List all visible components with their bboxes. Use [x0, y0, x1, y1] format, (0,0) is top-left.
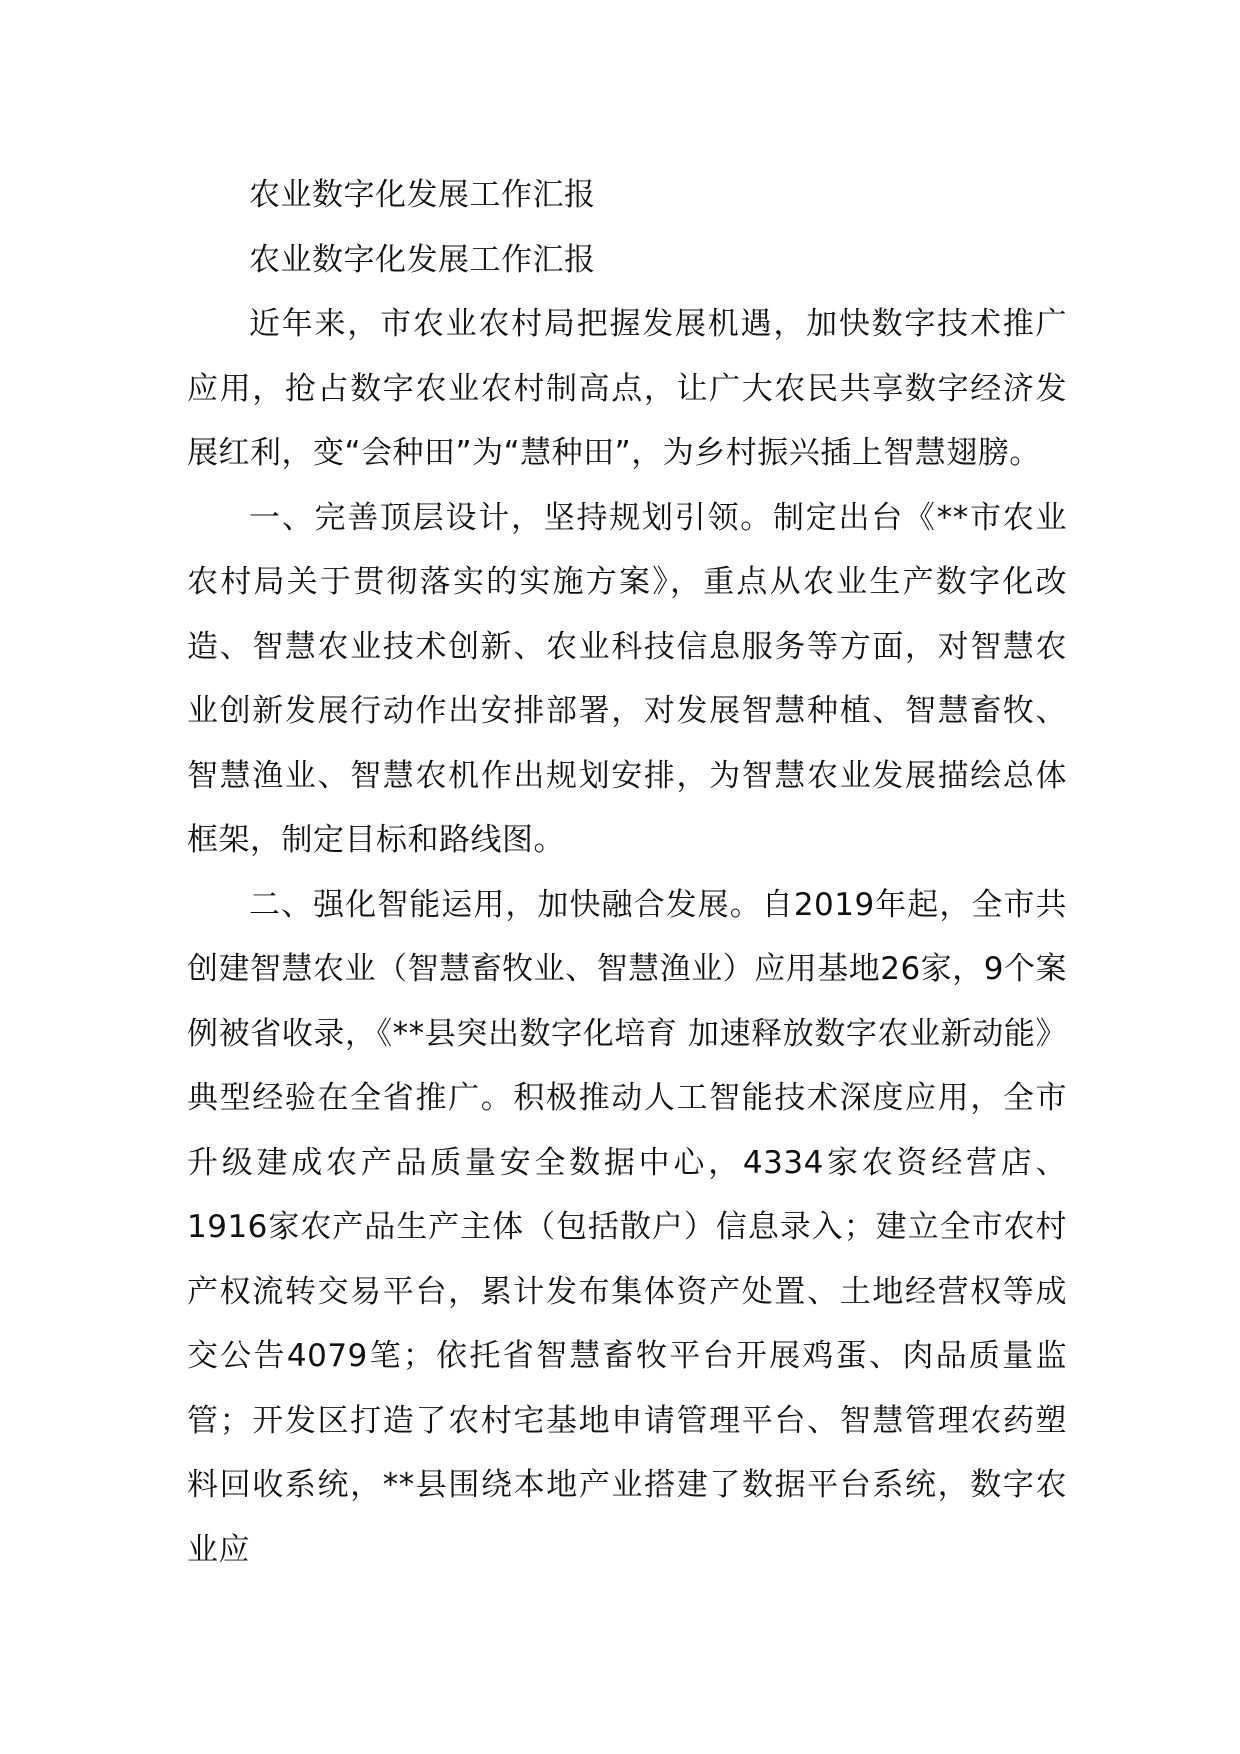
document-body [187, 163, 1067, 1582]
paragraph-section-2: 二、强化智能运用，加快融合发展。自2019年起，全市共创建智慧农业（智慧畜牧业、智慧渔业）应用基地26家，9个案例被省收录，《**县突出数字化培育 加速释放数字农业新动能》典型经验在全省推广。积极推动人工智能技术深度应用，全市升级建成农产品质量安全数据中心，4334家农资经营店、1916家农产品生产主体（包括散户）信息录入；建立全市农村产权流转交易平台，累计发布集体资产处置、土地经营权等成交公告4079笔；依托省智慧畜牧平台开展鸡蛋、肉品质量监管；开发区打造了农村宅基地申请管理平台、智慧管理农药塑料回收系统，**县围绕本地产业搭建了数据平台系统，数字农业应 [187, 886, 1067, 1568]
paragraph-intro: 近年来，市农业农村局把握发展机遇，加快数字技术推广应用，抢占数字农业农村制高点，让广大农民共享数字经济发展红利，变“会种田”为“慧种田”，为乡村振兴插上智慧翅膀。 [187, 306, 1067, 471]
document-title: 农业数字化发展工作汇报 [249, 177, 596, 213]
paragraph-section-1: 一、完善顶层设计，坚持规划引领。制定出台《**市农业农村局关于贯彻落实的实施方案》，重点从农业生产数字化改造、智慧农业技术创新、农业科技信息服务等方面，对智慧农业创新发展行动作出安排部署，对发展智慧种植、智慧畜牧、智慧渔业、智慧农机作出规划安排，为智慧农业发展描绘总体框架，制定目标和路线图。 [187, 499, 1067, 858]
document-subtitle: 农业数字化发展工作汇报 [249, 241, 596, 278]
